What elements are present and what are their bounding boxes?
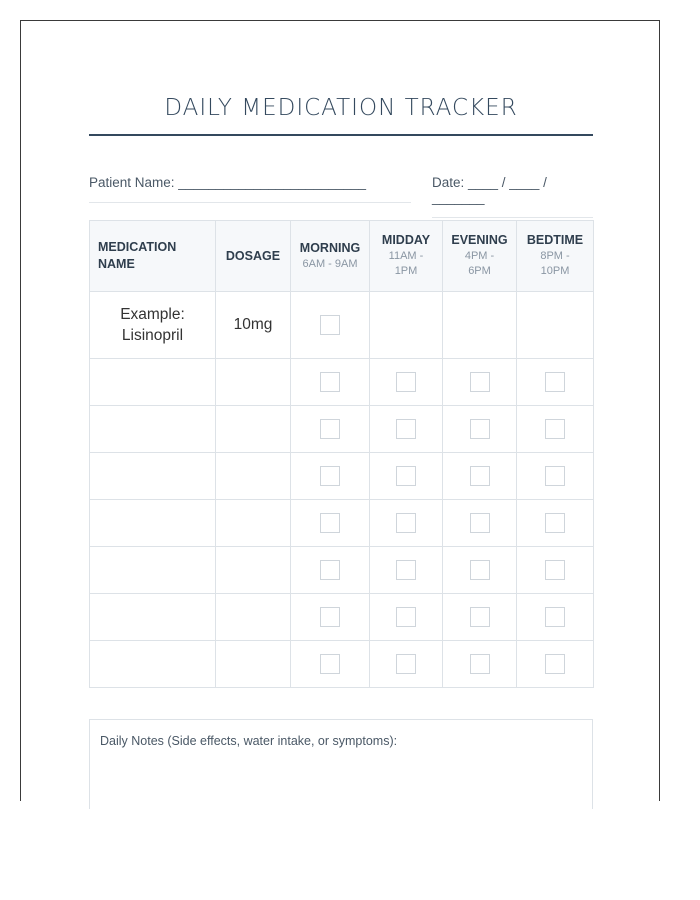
- example-dosage: 10mg: [216, 292, 291, 359]
- cell-evening: [443, 292, 517, 359]
- cell-evening: [443, 453, 517, 500]
- cell-evening: [443, 359, 517, 406]
- evening-checkbox[interactable]: [470, 513, 490, 533]
- dosage-cell[interactable]: [216, 594, 291, 641]
- evening-checkbox[interactable]: [470, 607, 490, 627]
- cell-midday: [370, 641, 443, 688]
- patient-name-field[interactable]: Patient Name: _________________________: [89, 175, 411, 203]
- medication-name-cell[interactable]: [90, 641, 216, 688]
- morning-checkbox[interactable]: [320, 419, 340, 439]
- evening-checkbox[interactable]: [470, 466, 490, 486]
- cell-bedtime: [517, 547, 594, 594]
- header-midday: [370, 221, 443, 292]
- bedtime-checkbox[interactable]: [545, 372, 565, 392]
- cell-evening: [443, 547, 517, 594]
- cell-midday: [370, 500, 443, 547]
- cell-bedtime: [517, 359, 594, 406]
- cell-morning: [291, 547, 370, 594]
- table-row: [90, 547, 594, 594]
- dosage-cell[interactable]: [216, 641, 291, 688]
- medication-name-cell[interactable]: [90, 594, 216, 641]
- cell-morning: [291, 453, 370, 500]
- header-bedtime-time: 8PM - 10PM: [540, 250, 570, 277]
- table-row: [90, 359, 594, 406]
- midday-checkbox[interactable]: [396, 419, 416, 439]
- dosage-cell[interactable]: [216, 547, 291, 594]
- header-midday-time: 11AM - 1PM: [388, 250, 424, 277]
- cell-midday: [370, 453, 443, 500]
- cell-evening: [443, 406, 517, 453]
- morning-checkbox[interactable]: [320, 607, 340, 627]
- page-title: DAILY MEDICATION TRACKER: [164, 95, 518, 121]
- dosage-cell[interactable]: [216, 406, 291, 453]
- morning-checkbox[interactable]: [320, 372, 340, 392]
- evening-checkbox[interactable]: [470, 654, 490, 674]
- medication-name-cell[interactable]: [90, 453, 216, 500]
- cell-morning: [291, 292, 370, 359]
- bedtime-checkbox[interactable]: [545, 654, 565, 674]
- midday-checkbox[interactable]: [396, 654, 416, 674]
- bedtime-checkbox[interactable]: [545, 607, 565, 627]
- midday-checkbox[interactable]: [396, 466, 416, 486]
- evening-checkbox[interactable]: [470, 372, 490, 392]
- cell-midday: [370, 547, 443, 594]
- header-medication-name: MEDICATION NAME: [90, 221, 216, 292]
- dosage-cell[interactable]: [216, 359, 291, 406]
- midday-checkbox[interactable]: [396, 560, 416, 580]
- cell-morning: [291, 359, 370, 406]
- dosage-cell[interactable]: [216, 500, 291, 547]
- title-divider: [89, 134, 593, 136]
- cell-bedtime: [517, 500, 594, 547]
- header-evening-time: 4PM - 6PM: [464, 250, 495, 277]
- medication-name-cell[interactable]: [90, 406, 216, 453]
- table-row: [90, 500, 594, 547]
- example-medication-name: Example: Lisinopril: [90, 292, 216, 359]
- evening-checkbox[interactable]: [470, 560, 490, 580]
- table-row: [90, 406, 594, 453]
- cell-morning: [291, 641, 370, 688]
- cell-midday: [370, 594, 443, 641]
- cell-evening: [443, 594, 517, 641]
- morning-checkbox[interactable]: [320, 315, 340, 335]
- table-row-example: [90, 292, 594, 359]
- header-bedtime-label: BEDTIME: [526, 233, 584, 247]
- medication-table: [89, 220, 594, 688]
- cell-midday: [370, 292, 443, 359]
- header-bedtime: [517, 221, 594, 292]
- header-morning-time: 6AM - 9AM: [302, 257, 358, 270]
- cell-morning: [291, 594, 370, 641]
- bedtime-checkbox[interactable]: [545, 560, 565, 580]
- header-evening-label: EVENING: [451, 233, 508, 247]
- header-morning-label: MORNING: [299, 240, 361, 255]
- cell-bedtime: [517, 292, 594, 359]
- cell-evening: [443, 641, 517, 688]
- table-header-row: [90, 221, 594, 292]
- midday-checkbox[interactable]: [396, 372, 416, 392]
- cell-morning: [291, 500, 370, 547]
- cell-bedtime: [517, 641, 594, 688]
- cell-bedtime: [517, 453, 594, 500]
- bedtime-checkbox[interactable]: [545, 466, 565, 486]
- cell-evening: [443, 500, 517, 547]
- date-field[interactable]: Date: ____ / ____ / _______: [432, 175, 593, 218]
- bedtime-checkbox[interactable]: [545, 513, 565, 533]
- dosage-cell[interactable]: [216, 453, 291, 500]
- table-row: [90, 641, 594, 688]
- medication-name-cell[interactable]: [90, 359, 216, 406]
- cell-bedtime: [517, 406, 594, 453]
- cell-midday: [370, 359, 443, 406]
- medication-name-cell[interactable]: [90, 500, 216, 547]
- header-evening: [443, 221, 517, 292]
- tracker-sheet: [20, 20, 660, 801]
- cell-midday: [370, 406, 443, 453]
- morning-checkbox[interactable]: [320, 560, 340, 580]
- bedtime-checkbox[interactable]: [545, 419, 565, 439]
- cell-morning: [291, 406, 370, 453]
- midday-checkbox[interactable]: [396, 513, 416, 533]
- daily-notes-label: Daily Notes (Side effects, water intake, or symptoms):: [100, 734, 398, 748]
- medication-name-cell[interactable]: [90, 547, 216, 594]
- morning-checkbox[interactable]: [320, 654, 340, 674]
- header-midday-label: MIDDAY: [381, 233, 431, 247]
- evening-checkbox[interactable]: [470, 419, 490, 439]
- header-morning: [291, 221, 370, 292]
- midday-checkbox[interactable]: [396, 607, 416, 627]
- cell-bedtime: [517, 594, 594, 641]
- table-row: [90, 453, 594, 500]
- morning-checkbox[interactable]: [320, 466, 340, 486]
- table-row: [90, 594, 594, 641]
- daily-notes-box[interactable]: [89, 719, 593, 809]
- morning-checkbox[interactable]: [320, 513, 340, 533]
- header-dosage: DOSAGE: [216, 221, 291, 292]
